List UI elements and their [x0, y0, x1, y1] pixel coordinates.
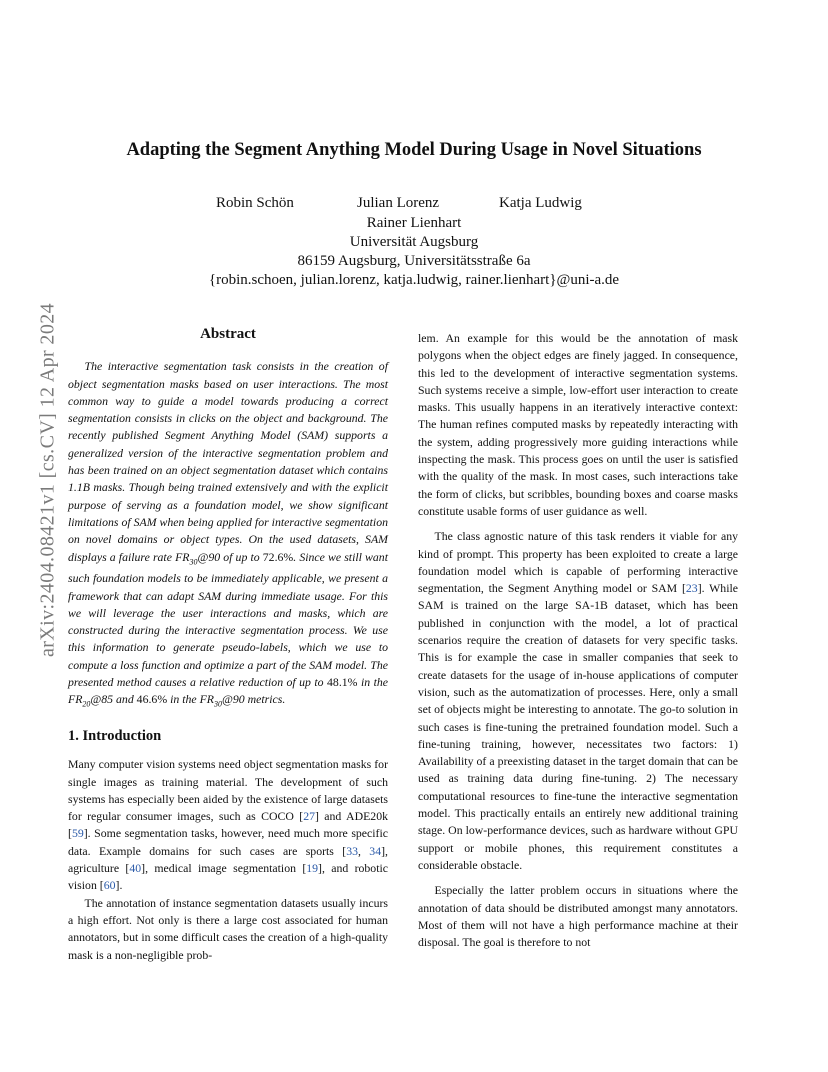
affiliation: Universität Augsburg: [349, 234, 479, 250]
citation-link[interactable]: 19: [306, 861, 319, 876]
abstract-text: The interactive segmentation task consists in the creation of object segmentation masks based on user interactions. The most common way to guide a model towards producing a correct segmentation consists in clicks on the object and background. The recently published Segment Anything Model (SAM) supports a generalized version of the interactive segmentation problem and has been trained on an object segmentation dataset which contains 1.1B masks. Though being trained extensively and with the explicit purpose of serving as a foundation model, we show significant limitations of SAM when being applied for interactive segmentation on novel domains or object types. On the used datasets, SAM displays a failure rate $FR_{30}@90$ of up to 72.6%. Since we still want such foundation models to be immediately applicable, we present a framework that can adapt SAM during immediate usage. For this we will leverage the user interactions and masks, which are constructed during the interactive segmentation process. We use this information to generate pseudo-labels, which we use to compute a loss function and optimize a part of the SAM model. The presented method causes a relative reduction of up to 48.1% in the $FR_{20}@85$ and 46.6% in the $FR_{30}@90$ metrics.: [68, 359, 388, 709]
citation-link[interactable]: 40: [129, 861, 142, 876]
author-name: Katja Ludwig: [499, 195, 582, 211]
paragraph: The annotation of instance segmentation datasets usually incurs a high effort. Not only is there a large cost associated for human annotators, but in some difficult cases the creation of a high-quality mask is a non-negligible prob-: [68, 895, 388, 962]
author-name: Julian Lorenz: [357, 195, 440, 211]
citation-link[interactable]: 34: [369, 843, 382, 858]
paragraph: Many computer vision systems need object segmentation masks for single images as training material. The development of such systems has especially been aided by the existence of large datasets for regular consumer images, such as COCO [27] and ADE20k [59]. Some segmentation tasks, however, need much more specific data. Example domains for such cases are sports [33, 34], agriculture [40], medical image segmentation [19], and robotic vision [60].: [68, 757, 388, 893]
address: 86159 Augsburg, Universitätsstraße 6a: [297, 253, 531, 269]
left-column: [68, 326, 388, 964]
arxiv-stamp: arXiv:2404.08421v1 [cs.CV] 12 Apr 2024: [36, 302, 59, 658]
paragraph: The class agnostic nature of this task renders it viable for any kind of prompt. This property has been exploited to create a large foundation model which is capable of performing interactive segmentation, the Segment Anything model or SAM [23]. While SAM is trained on the large SA-1B dataset, which has been published in conjunction with the model, a lot of practical scenarios require the creation of datasets for very specific tasks. This is for example the case in smaller companies that seek to create datasets for the usage of in-house applications of computer vision, such as the automatization of processes. Here, only a small set of objects might be interesting to annotate. The go-to solution in such cases is fine-tuning the pretrained foundation model. Such a fine-tuning training, however, necessitates two factors: 1) Availability of a preexisting dataset in the target domain that can be used as training data during fine-tuning. 2) The necessary computational resources to fine-tune the interactive segmentation model. This practically entails an entirely new additional training stage. On low-performance devices, such as hardware without GPU support or mobile phones, this requirement constitutes a considerable obstacle.: [418, 529, 738, 872]
citation-link[interactable]: 27: [303, 809, 315, 824]
abstract-heading: Abstract: [200, 326, 256, 342]
right-column: [418, 330, 738, 951]
citation-link[interactable]: 59: [71, 826, 84, 841]
paragraph: lem. An example for this would be the annotation of mask polygons when the object edges are finely jagged. In consequence, this led to the development of interactive segmentation systems. Such systems receive a simple, low-effort user interaction to create masks. This usually happens in an iteratively interactive context: The human refines computed masks by repeatedly interacting with the system, adding progressively more guiding interactions while inspecting the mask. This process goes on until the user is satisfied with the quality of the mask. In most cases, such interactions take the form of clicks, but scribbles, bounding boxes and coarse masks constitute usable forms of user guidance as well.: [418, 331, 738, 518]
paragraph: Especially the latter problem occurs in situations where the annotation of data should be distributed amongst many annotators. Most of them will not have a high performance machine at their disposal. The goal is therefore to not: [418, 883, 738, 950]
emails: {robin.schoen, julian.lorenz, katja.ludwig, rainer.lienhart}@uni-a.de: [208, 272, 620, 288]
paper-title: Adapting the Segment Anything Model During Usage in Novel Situations: [126, 140, 702, 160]
author-name: Rainer Lienhart: [366, 215, 462, 231]
author-name: Robin Schön: [216, 195, 294, 211]
section-heading-introduction: 1. Introduction: [68, 727, 162, 744]
citation-link[interactable]: 60: [103, 878, 116, 893]
citation-link[interactable]: 23: [685, 581, 698, 596]
citation-link[interactable]: 33: [346, 843, 358, 858]
